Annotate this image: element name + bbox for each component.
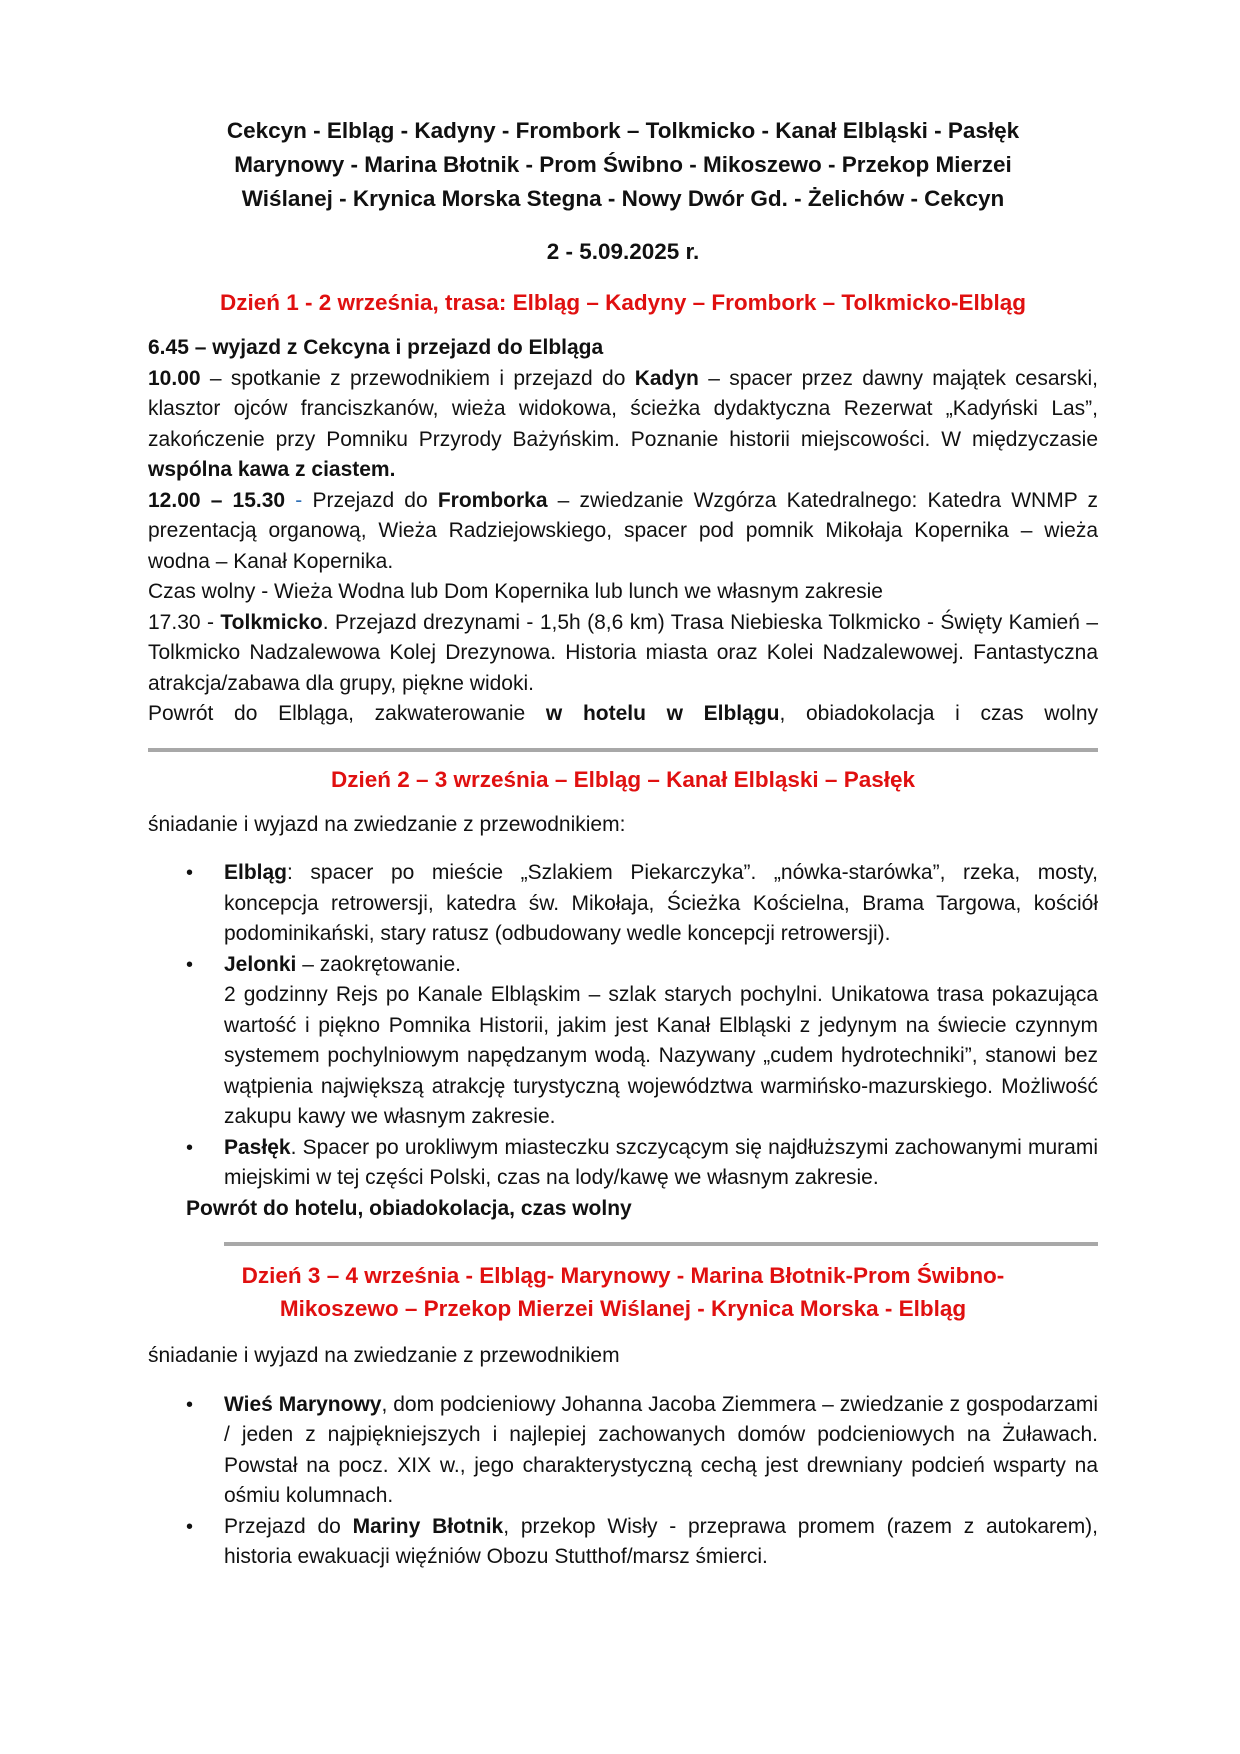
day3-item-2-text: , przekop Wisły - przeprawa promem (razem z autokarem), historia ewakuacji więźniów Obozu Stutthof/marsz śmierci.: [224, 1514, 1099, 1568]
day1-p4-text: . Przejazd drezynami - 1,5h (8,6 km) Trasa Niebieska Tolkmicko - Święty Kamień – Tolkmicko Nadzalewowa Kolej Drezynowa. Historia miasta oraz Kolei Nadzalewowej. Fantastyczna atrakcja/zabawa dla grupy, piękne widoki.: [148, 610, 1098, 695]
day2-item-2-place: Jelonki: [224, 952, 297, 976]
day1-departure: [148, 333, 1098, 364]
day2-list: [148, 858, 1098, 1194]
list-item: [148, 950, 1098, 1133]
section-divider-2: [224, 1242, 1098, 1246]
bullet-icon: •: [186, 1393, 194, 1416]
day1-departure-text: 6.45 – wyjazd z Cekcyna i przejazd do Elbląga: [148, 336, 604, 359]
list-item: [148, 1133, 1098, 1194]
bullet-icon: •: [186, 862, 194, 884]
day1-section: [148, 333, 1098, 730]
day1-free-time: Czas wolny - Wieża Wodna lub Dom Kopernika lub lunch we własnym zakresie: [148, 580, 883, 603]
bullet-icon: •: [186, 1136, 194, 1159]
day1-p2-fromborka: Fromborka: [437, 488, 548, 512]
day1-paragraph-kadyny: [148, 364, 1098, 486]
day1-p2-text-a: Przejazd do: [312, 488, 438, 512]
day1-p5-hotel: w hotelu w Elblągu: [545, 702, 780, 725]
day3-heading-line-2: Mikoszewo – Przekop Mierzei Wiślanej - Krynica Morska - Elbląg: [279, 1296, 967, 1321]
day2-item-3-text: . Spacer po urokliwym miasteczku szczycącym się najdłuższymi zachowanymi murami miejskimi w tej części Polski, czas na lody/kawę we własnym zakresie.: [224, 1135, 1098, 1189]
day2-item-2-cruise: 2 godzinny Rejs po Kanale Elbląskim – szlak starych pochylni. Unikatowa trasa pokazująca wartość i piękno Pomnika Historii, jakim jest Kanał Elbląski z jedynym na świecie czynnym systemem pochylniowym napędzanym wodą. Nazywany „cudem hydrotechniki”, stanowi bez wątpienia największą atrakcję turystyczną województwa warmińsko-mazurskiego. Możliwość zakupu kawy we własnym zakresie.: [224, 983, 1098, 1128]
day1-heading: Dzień 1 - 2 września, trasa: Elbląg – Kadyny – Frombork – Tolkmicko-Elbląg: [219, 290, 1027, 315]
day2-closing-text: Powrót do hotelu, obiadokolacja, czas wolny: [186, 1196, 632, 1220]
day1-p4-time: 17.30 -: [148, 610, 221, 634]
list-item: [148, 858, 1098, 950]
day1-p4-tolkmicko: Tolkmicko: [220, 610, 323, 634]
day3-heading-line-1: Dzień 3 – 4 września - Elbląg- Marynowy - Marina Błotnik-Prom Świbno-: [241, 1263, 1005, 1288]
day3-item-1-place: Wieś Marynowy: [224, 1392, 382, 1416]
day1-paragraph-frombork: [148, 486, 1098, 578]
day2-item-1-place: Elbląg: [224, 861, 288, 884]
day3-intro: śniadanie i wyjazd na zwiedzanie z przewodnikiem: [148, 1344, 620, 1367]
day2-item-2-text: – zaokrętowanie.: [296, 952, 461, 976]
day1-p1-text-a: – spotkanie z przewodnikiem i przejazd do: [200, 366, 635, 390]
day1-p1-text-b: – spacer przez dawny majątek cesarski, klasztor ojców franciszkanów, wieża widokowa, ścieżka dydaktyczna Rezerwat „Kadyński Las”, zakończenie przy Pomniku Przyrody Bażyńskim. Poznanie historii miejscowości. W międzyczasie: [148, 366, 1098, 451]
title-line-1: Cekcyn - Elbląg - Kadyny - Frombork – Tolkmicko - Kanał Elbląski - Pasłęk: [226, 118, 1020, 143]
day3-item-2-place: Mariny Błotnik: [352, 1514, 504, 1538]
day2-item-1-text: : spacer po mieście „Szlakiem Piekarczyka”. „nówka-starówka”, rzeka, mosty, koncepcja retrowersji, katedra św. Mikołaja, Ścieżka Kościelna, Brama Targowa, kościół podominikański, stary ratusz (odbudowany wedle koncepcji retrowersji).: [224, 861, 1098, 945]
day1-p5-text-b: , obiadokolacja i czas wolny: [779, 702, 1098, 725]
day3-item-2-pre: Przejazd do: [224, 1514, 353, 1538]
day1-return: [148, 699, 1098, 730]
bullet-icon: •: [186, 953, 194, 976]
day1-p1-coffee: wspólna kawa z ciastem.: [148, 458, 396, 481]
day2-intro: śniadanie i wyjazd na zwiedzanie z przewodnikiem:: [148, 812, 626, 836]
title-line-3: Wiślanej - Krynica Morska Stegna - Nowy Dwór Gd. - Żelichów - Cekcyn: [241, 186, 1005, 211]
day3-item-1-text: , dom podcieniowy Johanna Jacoba Ziemmera – zwiedzanie z gospodarzami / jeden z najpiękniejszych i najlepiej zachowanych domów podcieniowych na Żuławach. Powstał na pocz. XIX w., jego charakterystyczną cechą jest drewniany podcień wsparty na ośmiu kolumnach.: [224, 1392, 1098, 1507]
document-body: [148, 114, 1098, 1573]
day2-closing: [148, 1194, 1098, 1225]
day2-item-3-place: Pasłęk: [224, 1135, 291, 1159]
day1-paragraph-tolkmicko: [148, 608, 1098, 700]
day2-heading: Dzień 2 – 3 września – Elbląg – Kanał Elbląski – Pasłęk: [330, 766, 916, 792]
list-item: [148, 1512, 1098, 1573]
day1-time-1200: 12.00 – 15.30: [148, 488, 286, 512]
day1-p1-kadyn: Kadyn: [634, 366, 699, 390]
day1-p5-text-a: Powrót do Elbląga, zakwaterowanie: [148, 702, 546, 725]
bullet-icon: •: [186, 1515, 194, 1538]
title-line-2: Marynowy - Marina Błotnik - Prom Świbno - Mikoszewo - Przekop Mierzei: [234, 152, 1012, 177]
day1-p2-dash: -: [285, 488, 313, 512]
day1-time-1000: 10.00: [148, 366, 201, 390]
day3-list: [148, 1390, 1098, 1573]
list-item: [148, 1390, 1098, 1512]
trip-date: 2 - 5.09.2025 r.: [546, 239, 700, 264]
section-divider-1: [148, 748, 1098, 752]
day1-p2-text-b: – zwiedzanie Wzgórza Katedralnego: Katedra WNMP z prezentacją organową, Wieża Radziejowskiego, spacer pod pomnik Mikołaja Kopernika – wieża wodna – Kanał Kopernika.: [148, 488, 1098, 573]
